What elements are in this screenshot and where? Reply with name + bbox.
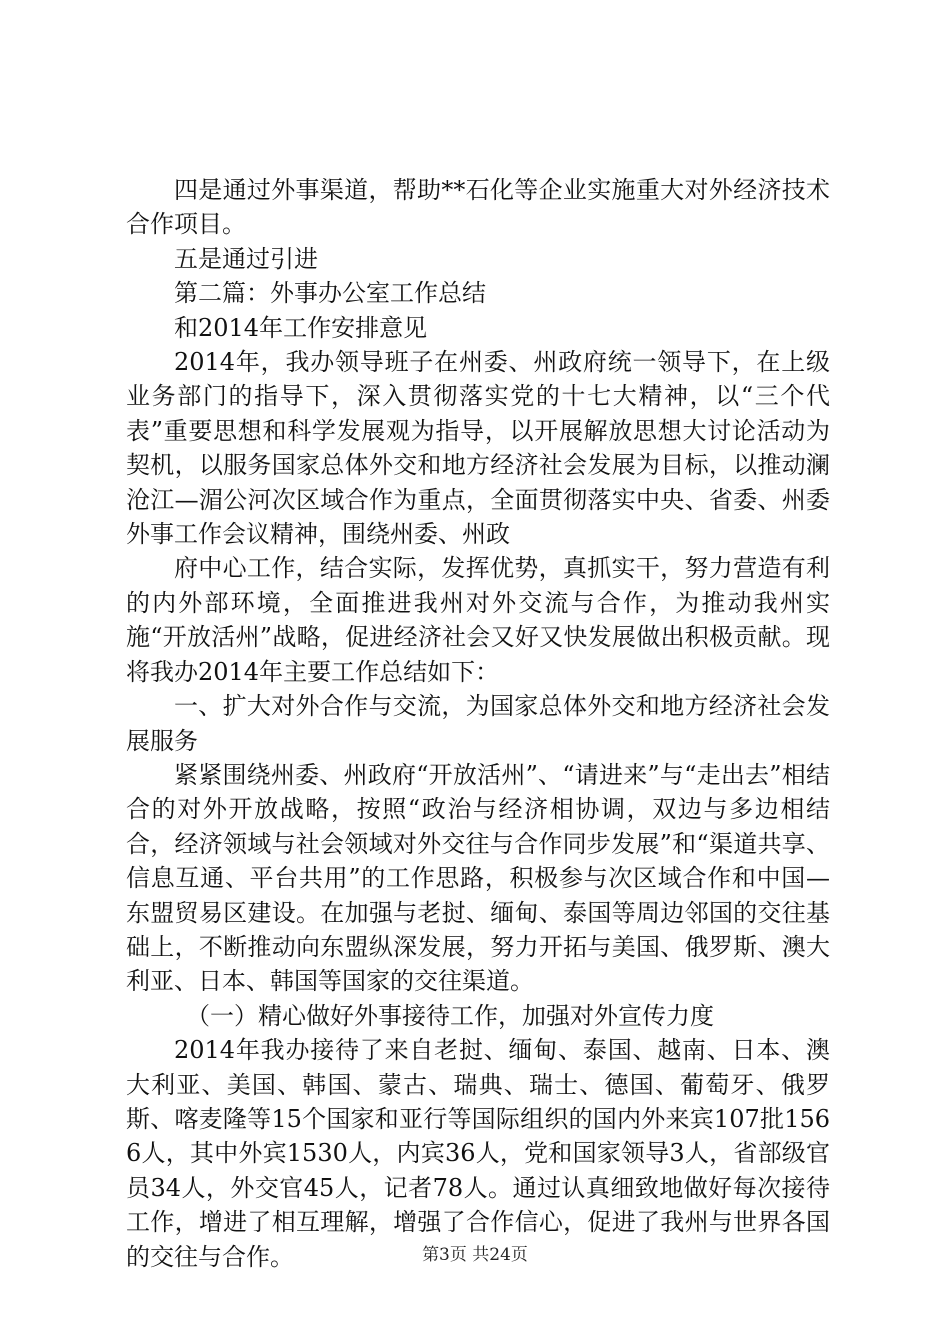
paragraph-intro: 2014年，我办领导班子在州委、州政府统一领导下，在上级业务部门的指导下，深入贯彻落实党的十七大精神，以“三个代表”重要思想和科学发展观为指导，以开展解放思想大讨论活动为契机，以服务国家总体外交和地方经济社会发展为目标，以推动澜沧江—湄公河次区域合作为重点，全面贯彻落实中央、省委、州委外事工作会议精神，围绕州委、州政 [126, 348, 830, 549]
page-number: 第3页 共24页 [422, 1245, 528, 1265]
paragraph-item-5: 五是通过引进 [174, 244, 318, 273]
paragraph-intro-continued: 府中心工作，结合实际，发挥优势，真抓实干，努力营造有利的内外部环境，全面推进我州对外交流与合作，为推动我州实施“开放活州”战略，促进经济社会又好又快发展做出积极贡献。现将我办2014年主要工作总结如下： [126, 554, 830, 686]
paragraph-reception: 2014年我办接待了来自老挝、缅甸、泰国、越南、日本、澳大利亚、美国、韩国、蒙古、瑞典、瑞士、德国、葡萄牙、俄罗斯、喀麦隆等15个国家和亚行等国际组织的国内外来宾107批1566人，其中外宾1530人，内宾36人，党和国家领导3人，省部级官员34人，外交官45人，记者78人。通过认真细致地做好每次接待工作，增进了相互理解，增强了合作信心，促进了我州与世界各国的交往与合作。 [126, 1036, 830, 1271]
paragraph-item-4: 四是通过外事渠道，帮助**石化等企业实施重大对外经济技术合作项目。 [126, 176, 830, 239]
document-body [126, 173, 830, 1274]
section-subtitle: 和2014年工作安排意见 [174, 313, 428, 342]
heading-part-one: 一、扩大对外合作与交流，为国家总体外交和地方经济社会发展服务 [126, 692, 830, 755]
heading-sub-one: （一）精心做好外事接待工作，加强对外宣传力度 [186, 1001, 714, 1030]
section-title: 第二篇：外事办公室工作总结 [174, 279, 486, 308]
paragraph-strategy: 紧紧围绕州委、州政府“开放活州”、“请进来”与“走出去”相结合的对外开放战略，按照“政治与经济相协调，双边与多边相结合，经济领域与社会领域对外交往与合作同步发展”和“渠道共享、信息互通、平台共用”的工作思路，积极参与次区域合作和中国—东盟贸易区建设。在加强与老挝、缅甸、泰国等周边邻国的交往基础上，不断推动向东盟纵深发展，努力开拓与美国、俄罗斯、澳大利亚、日本、韩国等国家的交往渠道。 [126, 760, 830, 996]
